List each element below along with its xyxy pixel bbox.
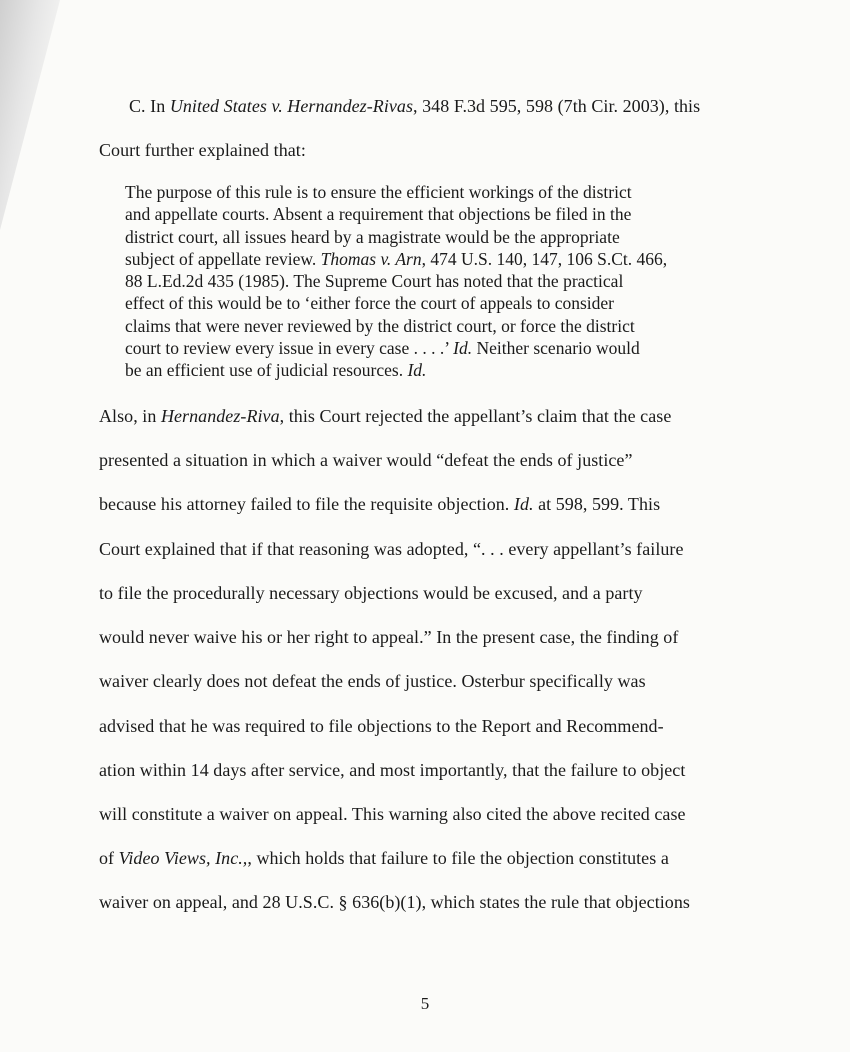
quote-line (125, 337, 735, 359)
quote-text: subject of appellate review. (125, 248, 321, 269)
quote-line: The purpose of this rule is to ensure the efficient workings of the district (125, 182, 632, 202)
intro-line-2: Court further explained that: (99, 140, 306, 160)
body-line (99, 493, 759, 515)
body-line: Court explained that if that reasoning was adopted, “. . . every appellant’s failure (99, 539, 684, 559)
body-text: because his attorney failed to file the requisite objection. (99, 494, 514, 514)
intro-text: C. In (129, 96, 170, 116)
quote-text: Neither scenario would (472, 338, 640, 359)
page-number: 5 (420, 994, 430, 1013)
body-text: , this Court rejected the appellant’s claim that the case (279, 406, 672, 426)
quote-line: 88 L.Ed.2d 435 (1985). The Supreme Court has noted that the practical (125, 271, 624, 292)
quote-line (125, 248, 735, 270)
quote-line: and appellate courts. Absent a requirement that objections be filed in the (125, 204, 632, 225)
body-text: of (99, 848, 119, 868)
body-line: presented a situation in which a waiver would “defeat the ends of justice” (99, 450, 633, 470)
case-citation: United States v. Hernandez-Rivas (169, 96, 414, 116)
body-line: will constitute a waiver on appeal. This warning also cited the above recited case (99, 804, 686, 824)
block-quote (125, 181, 735, 382)
intro-line-1 (129, 95, 789, 117)
body-text: at 598, 599. This (533, 494, 661, 514)
id-citation: Id. (407, 360, 427, 381)
body-line (99, 847, 759, 869)
quote-text: , 474 U.S. 140, 147, 106 S.Ct. 466, (421, 248, 668, 269)
case-citation: Video Views, Inc., (118, 848, 248, 868)
quote-text: court to review every issue in every case . . . .’ (125, 338, 454, 359)
body-line (99, 405, 759, 427)
case-citation: Hernandez-Riva (160, 406, 280, 426)
quote-text: be an efficient use of judicial resources. (125, 360, 408, 381)
id-citation: Id. (513, 494, 534, 514)
quote-line: district court, all issues heard by a magistrate would be the appropriate (125, 226, 620, 247)
intro-text: , 348 F.3d 595, 598 (7th Cir. 2003), this (413, 96, 701, 116)
body-line: would never waive his or her right to appeal.” In the present case, the finding of (99, 627, 679, 647)
body-line: advised that he was required to file objections to the Report and Recommend- (99, 716, 664, 736)
body-line: waiver clearly does not defeat the ends of justice. Osterbur specifically was (99, 671, 646, 691)
body-line: waiver on appeal, and 28 U.S.C. § 636(b)(1), which states the rule that objections (99, 892, 690, 912)
scan-edge-shadow (0, 0, 70, 230)
quote-line: claims that were never reviewed by the district court, or force the district (125, 315, 635, 336)
case-citation: Thomas v. Arn (320, 248, 422, 269)
body-line: ation within 14 days after service, and most importantly, that the failure to object (99, 760, 686, 780)
body-text: Also, in (99, 406, 161, 426)
id-citation: Id. (453, 338, 473, 359)
quote-line: effect of this would be to ‘either force the court of appeals to consider (125, 293, 615, 314)
body-line: to file the procedurally necessary objections would be excused, and a party (99, 583, 643, 603)
body-text: , which holds that failure to file the objection constitutes a (247, 848, 669, 868)
quote-line (125, 359, 735, 381)
